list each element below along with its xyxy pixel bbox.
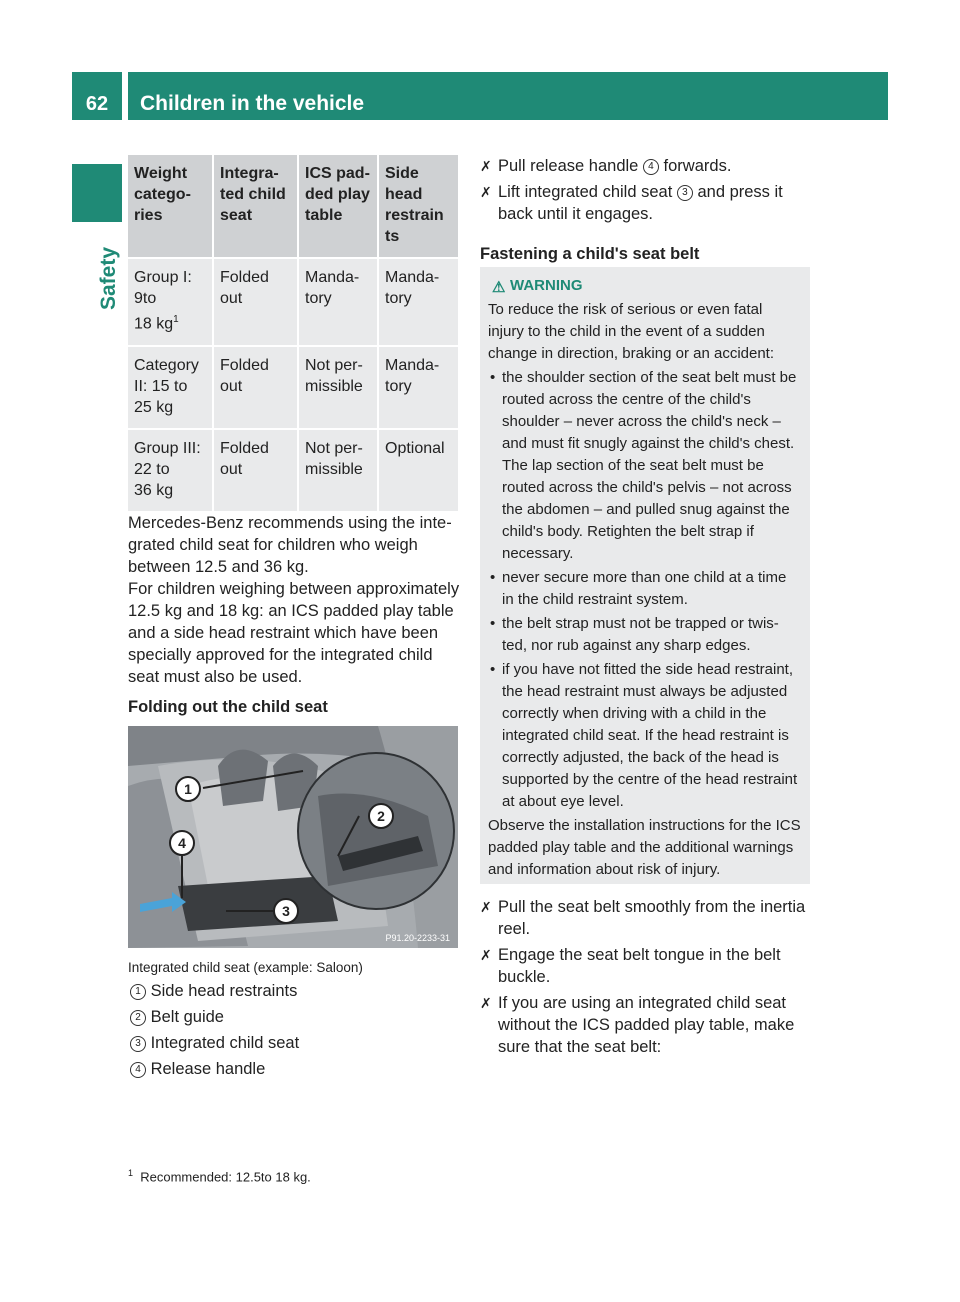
intro-paragraph: Mercedes-Benz recommends using the inte-grated child seat for children who weigh between 12.5 and 36 kg. (128, 514, 452, 576)
table-cell: Category II: 15 to 25 kg (128, 346, 213, 429)
warning-outro: Observe the installation instructions for the ICS padded play table and the additional warnings and information about risk of injury. (488, 817, 801, 878)
arrow-icon: ✗ (480, 184, 492, 200)
warning-icon: ⚠ (492, 279, 506, 296)
step-item: ✗ Engage the seat belt tongue in the belt buckle. (480, 946, 781, 986)
legend-marker-3 (274, 899, 298, 923)
step-item: ✗ Pull the seat belt smoothly from the inertia reel. (480, 898, 806, 938)
table-cell: Not per-missible (298, 346, 378, 429)
svg-text:2: 2 (377, 808, 385, 824)
legend-item: 2 Belt guide (130, 1004, 460, 1030)
table-header: Weight catego-ries (128, 155, 213, 258)
recommendation-paragraph: For children weighing between approximately 12.5 kg and 18 kg: an ICS padded play table and a side head restraint which have been specially approved for the integrated child seat must also be used. (128, 580, 460, 686)
seat-table (128, 155, 458, 511)
footnote-marker: 1 (173, 314, 179, 325)
chapter-title: Children in the vehicle (140, 92, 365, 115)
seat-belt-heading: Fastening a child's seat belt (480, 245, 700, 263)
section-tab (72, 164, 122, 222)
table-header: Integra-ted child seat (213, 155, 298, 258)
figure-legend (130, 978, 460, 1082)
warning-bullet: • never secure more than one child at a time in the child restraint system. (490, 569, 787, 608)
step-item: ✗ Pull release handle 4 forwards. (480, 157, 732, 175)
step-item: ✗ Lift integrated child seat 3 and press it back until it engages. (480, 183, 783, 223)
table-cell: Not per-missible (298, 429, 378, 511)
warning-bullet: • the belt strap must not be trapped or twis-ted, nor rub against any sharp edges. (490, 615, 779, 654)
warning-box (480, 267, 810, 884)
figure-caption: Integrated child seat (example: Saloon) (128, 960, 363, 975)
seat-belt-steps (480, 896, 814, 1058)
legend-marker-2 (369, 804, 393, 828)
table-header: Side head restrain ts (378, 155, 458, 258)
legend-item: 3 Integrated child seat (130, 1030, 460, 1056)
arrow-icon: ✗ (480, 158, 492, 174)
table-cell: Folded out (213, 429, 298, 511)
table-row (128, 346, 458, 429)
table-cell: Manda-tory (378, 346, 458, 429)
warning-bullet: • the shoulder section of the seat belt must be routed across the centre of the child's shoulder – never across the child's neck – and must fit snugly against the child's chest. The lap section of the seat belt must be routed across the child's pelvis – not across the abdomen – and pulled snug against the child's body. Retighten the belt strap if necessary. (490, 369, 797, 562)
table-cell: Manda-tory (298, 258, 378, 346)
footnote: $^1$ Recommended: 12.5to 18 kg. (128, 1168, 311, 1185)
warning-intro: To reduce the risk of serious or even fatal injury to the child in the event of a sudden change in direction, braking or an accident: (488, 301, 775, 362)
figure-code: P91.20-2233-31 (385, 933, 450, 943)
table-header-row (128, 155, 458, 258)
table-cell: Manda-tory (378, 258, 458, 346)
table-row (128, 258, 458, 346)
legend-marker-1 (176, 777, 200, 801)
arrow-icon: ✗ (480, 899, 492, 915)
svg-text:3: 3 (282, 903, 290, 919)
child-seat-illustration (128, 726, 458, 948)
svg-text:4: 4 (178, 835, 186, 851)
warning-title: ⚠ WARNING (488, 275, 802, 297)
table-header: ICS pad-ded play table (298, 155, 378, 258)
warning-bullet: • if you have not fitted the side head restraint, the head restraint must always be adjusted correctly when driving with a child in the integrated child seat. If the head restraint is correctly adjusted, the back of the head is supported by the centre of the head restraint at about eye level. (490, 661, 798, 810)
legend-item: 4 Release handle (130, 1056, 460, 1082)
arrow-icon: ✗ (480, 947, 492, 963)
section-label: Safety (97, 246, 120, 310)
table-cell: Folded out (213, 258, 298, 346)
table-row (128, 429, 458, 511)
table-cell: Group I: 9to 18 $kg^1$ (128, 258, 213, 346)
step-item: ✗ If you are using an integrated child seat without the ICS padded play table, make sure that the seat belt: (480, 994, 795, 1056)
legend-marker-4 (170, 831, 194, 855)
svg-text:1: 1 (184, 781, 192, 797)
arrow-icon: ✗ (480, 995, 492, 1011)
release-steps (480, 155, 812, 225)
section-heading: Folding out the child seat (128, 698, 328, 716)
table-cell: Group III: 22 to 36 kg (128, 429, 213, 511)
table-cell: Optional (378, 429, 458, 511)
table-cell: Folded out (213, 346, 298, 429)
legend-item: 1 Side head restraints (130, 978, 460, 1004)
page-number: 62 (85, 93, 109, 115)
